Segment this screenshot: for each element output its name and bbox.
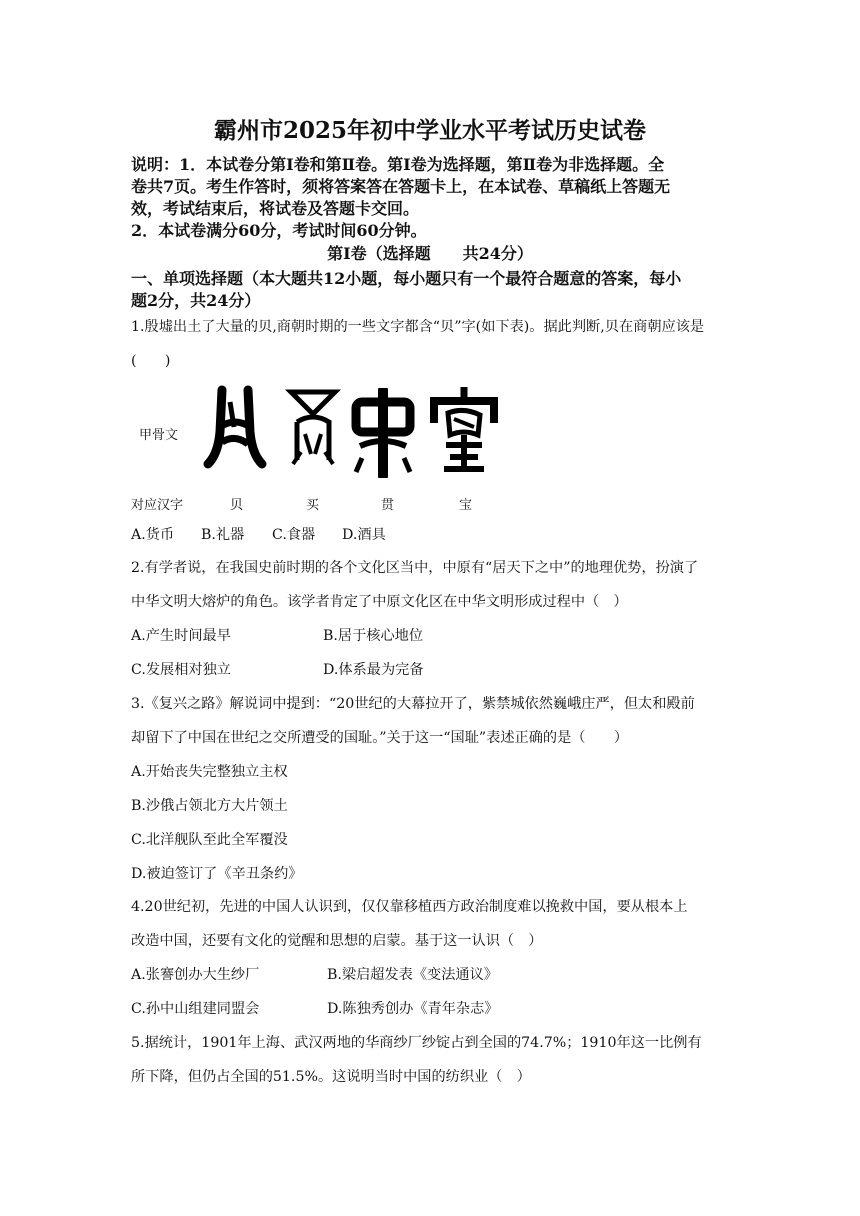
q1-option-a: A.货币 xyxy=(131,527,175,543)
q3-option-a: A.开始丧失完整独立主权 xyxy=(131,764,288,780)
q4-option-a: A.张謇创办大生纱厂 xyxy=(131,967,260,983)
q4-option-d: D.陈独秀创办《青年杂志》 xyxy=(327,1001,499,1017)
q2-option-b: B.居于核心地位 xyxy=(323,628,424,644)
oracle-bone-mai-icon xyxy=(283,382,343,477)
part-title-line-1: 一、单项选择题（本大题共12小题，每小题只有一个最符合题意的答案，每小 xyxy=(131,269,682,288)
q1-option-c: C.食器 xyxy=(272,527,316,543)
q1-option-d: D.酒具 xyxy=(342,527,386,543)
q2-option-d: D.体系最为完备 xyxy=(323,662,424,678)
section-title: 第Ⅰ卷（选择题 共24分） xyxy=(327,244,533,263)
oracle-bone-bao-icon xyxy=(428,383,500,481)
q1-stem-line-2: ( ) xyxy=(131,353,171,369)
oracle-row-label: 甲骨文 xyxy=(139,428,179,443)
q1-stem-line-1: 1.殷墟出土了大量的贝,商朝时期的一些文字都含“贝”字(如下表)。据此判断,贝在商朝应该是 xyxy=(131,319,705,335)
q4-stem-line-2: 改造中国，还要有文化的觉醒和思想的启蒙。基于这一认识（ ） xyxy=(131,933,543,949)
char-bei: 贝 xyxy=(230,498,244,513)
q4-option-b: B.梁启超发表《变法通议》 xyxy=(327,967,498,983)
q3-stem-line-2: 却留下了中国在世纪之交所遭受的国耻。”关于这一“国耻”表述正确的是（ ） xyxy=(131,730,629,746)
char-mai: 买 xyxy=(306,498,320,513)
oracle-bone-bei-icon xyxy=(200,382,270,482)
q1-option-b: B.礼器 xyxy=(201,527,245,543)
q3-option-d: D.被迫签订了《辛丑条约》 xyxy=(131,866,303,882)
notes-line-4: 2．本试卷满分60分，考试时间60分钟。 xyxy=(131,221,427,240)
oracle-bone-guan-icon xyxy=(348,388,418,478)
q5-stem-line-1: 5.据统计，1901年上海、武汉两地的华商纱厂纱锭占到全国的74.7%；1910年这一比例有 xyxy=(131,1035,702,1051)
q3-option-b: B.沙俄占领北方大片领土 xyxy=(131,798,288,814)
q2-option-c: C.发展相对独立 xyxy=(131,662,231,678)
q2-stem-line-2: 中华文明大熔炉的角色。该学者肯定了中原文化区在中华文明形成过程中（ ） xyxy=(131,594,628,610)
q3-stem-line-1: 3.《复兴之路》解说词中提到：“20世纪的大幕拉开了，紫禁城依然巍峨庄严，但太和殿前 xyxy=(131,696,695,712)
q4-stem-line-1: 4.20世纪初，先进的中国人认识到，仅仅靠移植西方政治制度难以挽救中国，要从根本上 xyxy=(131,899,688,915)
char-bao: 宝 xyxy=(459,498,473,513)
notes-line-3: 效，考试结束后，将试卷及答题卡交回。 xyxy=(131,199,420,218)
page-title: 霸州市2025年初中学业水平考试历史试卷 xyxy=(213,117,646,144)
char-guan: 贯 xyxy=(381,498,395,513)
part-title-line-2: 题2分，共24分） xyxy=(131,291,261,310)
notes-line-2: 卷共7页。考生作答时，须将答案答在答题卡上，在本试卷、草稿纸上答题无 xyxy=(131,177,671,196)
notes-line-1: 说明：1．本试卷分第Ⅰ卷和第Ⅱ卷。第Ⅰ卷为选择题，第Ⅱ卷为非选择题。全 xyxy=(131,155,665,174)
q2-stem-line-1: 2.有学者说，在我国史前时期的各个文化区当中，中原有“居天下之中”的地理优势，扮演了 xyxy=(131,560,699,576)
char-row-label: 对应汉字 xyxy=(131,498,184,513)
q4-option-c: C.孙中山组建同盟会 xyxy=(131,1001,260,1017)
q5-stem-line-2: 所下降，但仍占全国的51.5%。这说明当时中国的纺织业（ ） xyxy=(131,1069,531,1085)
q2-option-a: A.产生时间最早 xyxy=(131,628,231,644)
q3-option-c: C.北洋舰队至此全军覆没 xyxy=(131,832,288,848)
